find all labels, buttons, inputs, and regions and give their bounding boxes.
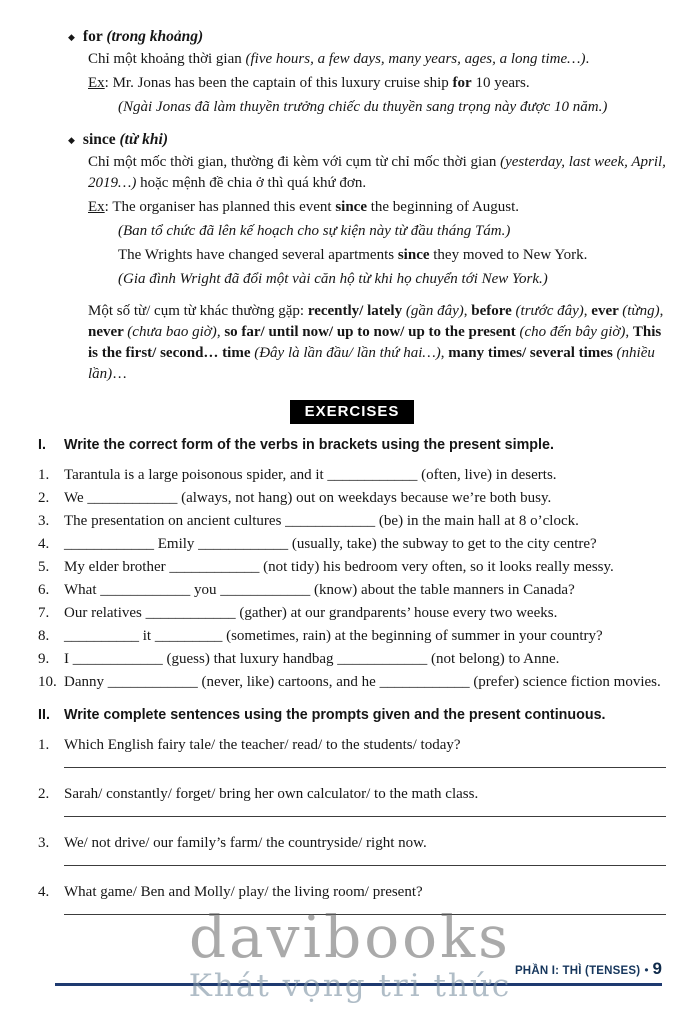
item-text: We/ not drive/ our family’s farm/ the countryside/ right now.	[64, 835, 427, 851]
item-text: ____________ Emily ____________ (usually, take) the subway to get to the city centre?	[64, 536, 597, 552]
exercise-item	[38, 487, 666, 509]
watermark	[0, 903, 700, 1006]
since-description: Chỉ một mốc thời gian, thường đi kèm với cụm từ chỉ mốc thời gian (yesterday, last week, April, 2019…) hoặc mệnh đề chia ở thì quá khứ đơn.	[88, 154, 666, 191]
exercise-item	[38, 579, 666, 601]
part1-items	[38, 464, 666, 693]
item-text: What ____________ you ____________ (know) about the table manners in Canada?	[64, 582, 575, 598]
exercise-item	[38, 734, 666, 768]
part1-number: I.	[38, 437, 46, 453]
item-number: 5.	[38, 559, 50, 575]
bullet-item-for	[38, 26, 666, 47]
common-phrases-note: Một số từ/ cụm từ khác thường gặp: recently/ lately (gần đây), before (trước đây), ever (từng), never (chưa bao giờ), so far/ until now/ up to now/ up to the present (cho đến bây giờ), This is the first/ second… time (Đây là lần đầu/ lần thứ hai…), many times/ several times (nhiều lần)…	[88, 303, 664, 382]
bullet-item-since	[38, 129, 666, 150]
item-number: 3.	[38, 513, 50, 529]
part1-title: Write the correct form of the verbs in brackets using the present simple.	[64, 437, 554, 453]
item-number: 10.	[38, 674, 57, 690]
part2-heading	[38, 706, 666, 725]
watermark-tagline: Khát vọng tri thức	[188, 968, 512, 1004]
bullet-title-for: for (trong khoảng)	[82, 28, 204, 45]
item-text: Tarantula is a large poisonous spider, and it ____________ (often, live) in deserts.	[64, 467, 557, 483]
item-number: 3.	[38, 835, 50, 851]
since-example-1-translation: (Ban tổ chức đã lên kế hoạch cho sự kiện này từ đầu tháng Tám.)	[118, 223, 511, 239]
exercise-item	[38, 671, 666, 693]
item-number: 4.	[38, 536, 50, 552]
footer-page-number: 9	[652, 959, 662, 978]
item-number: 6.	[38, 582, 50, 598]
item-number: 2.	[38, 786, 50, 802]
answer-blank-line	[64, 864, 666, 866]
exercise-item	[38, 832, 666, 866]
answer-blank-line	[64, 766, 666, 768]
footer-section-label: PHẦN I: THÌ (TENSES)	[514, 965, 641, 977]
exercise-item	[38, 533, 666, 555]
item-number: 1.	[38, 467, 50, 483]
item-text: Which English fairy tale/ the teacher/ read/ to the students/ today?	[64, 737, 461, 753]
answer-blank-line	[64, 913, 666, 915]
item-number: 9.	[38, 651, 50, 667]
for-description: Chỉ một khoảng thời gian (five hours, a few days, many years, ages, a long time…).	[88, 51, 590, 67]
exercise-item	[38, 510, 666, 532]
exercise-item	[38, 556, 666, 578]
exercise-item	[38, 881, 666, 915]
diamond-bullet-icon: ◆	[68, 32, 75, 42]
footer-separator: •	[644, 963, 649, 977]
item-number: 2.	[38, 490, 50, 506]
part1-heading	[38, 436, 666, 455]
for-example: Ex: Mr. Jonas has been the captain of this luxury cruise ship for 10 years.	[88, 75, 530, 91]
item-text: I ____________ (guess) that luxury handbag ____________ (not belong) to Anne.	[64, 651, 560, 667]
bullet-title-since: since (từ khi)	[82, 131, 168, 148]
exercise-item	[38, 648, 666, 670]
item-number: 1.	[38, 737, 50, 753]
exercise-prompt-row	[38, 832, 666, 854]
footer-text	[55, 959, 662, 979]
part2-title: Write complete sentences using the prompts given and the present continuous.	[64, 707, 606, 723]
since-example-2-translation: (Gia đình Wright đã đổi một vài căn hộ từ khi họ chuyển tới New York.)	[118, 271, 548, 287]
part2-items	[38, 734, 666, 915]
diamond-bullet-icon: ◆	[68, 135, 75, 145]
page-footer	[55, 959, 662, 986]
item-text: My elder brother ____________ (not tidy) his bedroom very often, so it looks really messy.	[64, 559, 614, 575]
item-text: We ____________ (always, not hang) out on weekdays because we’re both busy.	[64, 490, 552, 506]
exercise-item	[38, 783, 666, 817]
item-text: Sarah/ constantly/ forget/ bring her own calculator/ to the math class.	[64, 786, 479, 802]
item-number: 7.	[38, 605, 50, 621]
item-text: Danny ____________ (never, like) cartoons, and he ____________ (prefer) science fiction movies.	[64, 674, 661, 690]
exercise-item	[38, 464, 666, 486]
exercises-banner: EXERCISES	[290, 400, 415, 424]
footer-rule	[55, 983, 662, 986]
item-number: 4.	[38, 884, 50, 900]
item-text: Our relatives ____________ (gather) at our grandparents’ house every two weeks.	[64, 605, 558, 621]
item-number: 8.	[38, 628, 50, 644]
item-text: The presentation on ancient cultures ____________ (be) in the main hall at 8 o’clock.	[64, 513, 579, 529]
item-text: __________ it _________ (sometimes, rain) at the beginning of summer in your country?	[64, 628, 603, 644]
exercise-item	[38, 625, 666, 647]
since-example-1: Ex: The organiser has planned this event since the beginning of August.	[88, 199, 520, 215]
item-text: What game/ Ben and Molly/ play/ the living room/ present?	[64, 884, 423, 900]
exercise-prompt-row	[38, 783, 666, 805]
since-example-2: The Wrights have changed several apartments since they moved to New York.	[118, 247, 588, 263]
exercise-item	[38, 602, 666, 624]
exercise-prompt-row	[38, 881, 666, 903]
exercise-prompt-row	[38, 734, 666, 756]
for-example-translation: (Ngài Jonas đã làm thuyền trưởng chiếc du thuyền sang trọng này được 10 năm.)	[118, 99, 608, 115]
part2-number: II.	[38, 707, 50, 723]
theory-section	[38, 26, 666, 385]
answer-blank-line	[64, 815, 666, 817]
watermark-title: davibooks	[189, 903, 511, 971]
